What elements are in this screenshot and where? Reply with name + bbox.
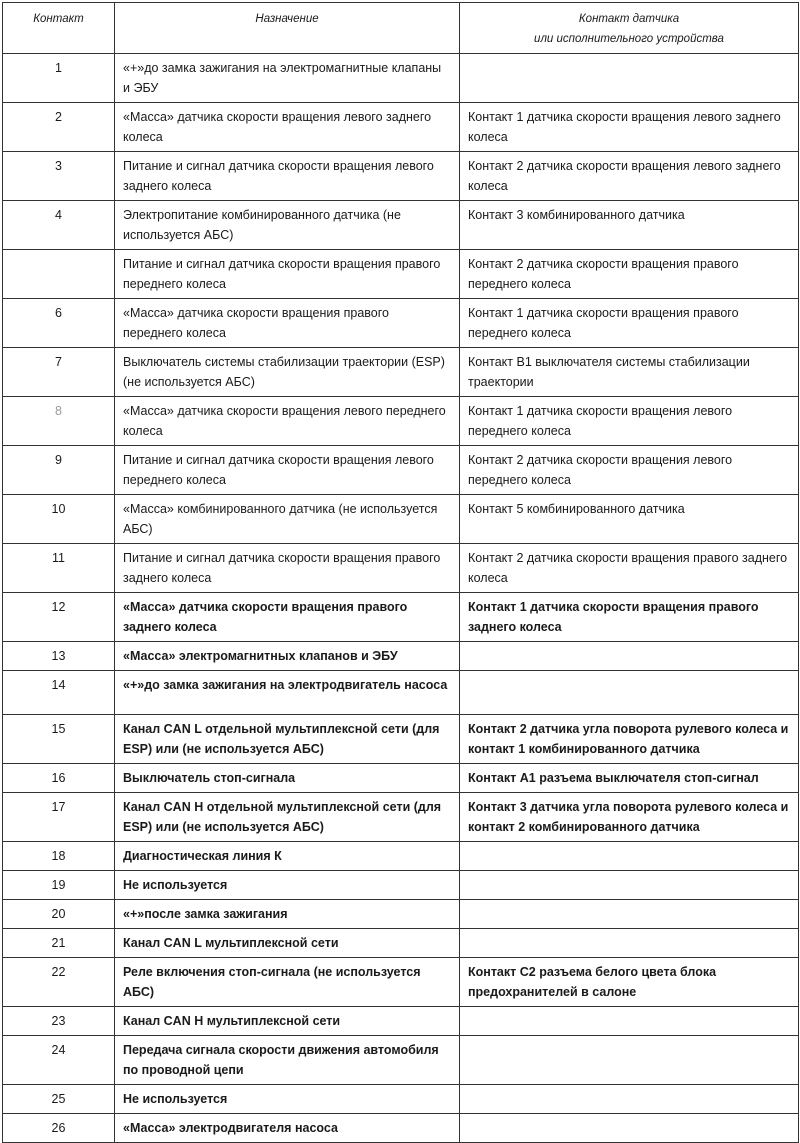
contact-number-cell: 21 <box>3 929 115 958</box>
purpose-cell: «+»после замка зажигания <box>115 900 460 929</box>
contact-number-cell: 22 <box>3 958 115 1007</box>
table-row <box>3 793 799 842</box>
table-row <box>3 958 799 1007</box>
device-contact-cell <box>460 54 799 103</box>
device-contact-cell: Контакт С2 разъема белого цвета блока предохранителей в салоне <box>460 958 799 1007</box>
device-contact-cell: Контакт 2 датчика скорости вращения левого заднего колеса <box>460 152 799 201</box>
purpose-cell: Выключатель системы стабилизации траектории (ESP) (не используется АБС) <box>115 348 460 397</box>
purpose-cell: Не используется <box>115 1085 460 1114</box>
purpose-cell: «Масса» датчика скорости вращения правого заднего колеса <box>115 593 460 642</box>
purpose-cell: «Масса» комбинированного датчика (не используется АБС) <box>115 495 460 544</box>
purpose-cell: Питание и сигнал датчика скорости вращения правого переднего колеса <box>115 250 460 299</box>
purpose-cell: Электропитание комбинированного датчика (не используется АБС) <box>115 201 460 250</box>
purpose-cell: Питание и сигнал датчика скорости вращения левого заднего колеса <box>115 152 460 201</box>
purpose-cell: «+»до замка зажигания на электродвигатель насоса <box>115 671 460 715</box>
table-row <box>3 593 799 642</box>
table-row <box>3 1114 799 1143</box>
table-row <box>3 764 799 793</box>
purpose-cell: Канал CAN H мультиплексной сети <box>115 1007 460 1036</box>
device-contact-cell: Контакт 2 датчика скорости вращения правого заднего колеса <box>460 544 799 593</box>
table-row <box>3 152 799 201</box>
device-contact-cell: Контакт 1 датчика скорости вращения правого заднего колеса <box>460 593 799 642</box>
contact-number-cell: 6 <box>3 299 115 348</box>
device-contact-cell: Контакт 2 датчика угла поворота рулевого колеса и контакт 1 комбинированного датчика <box>460 715 799 764</box>
contact-number-cell: 15 <box>3 715 115 764</box>
contact-number-cell: 9 <box>3 446 115 495</box>
contact-number-cell: 19 <box>3 871 115 900</box>
device-contact-cell: Контакт 2 датчика скорости вращения левого переднего колеса <box>460 446 799 495</box>
contact-number-cell <box>3 250 115 299</box>
table-row <box>3 201 799 250</box>
table-row <box>3 929 799 958</box>
purpose-cell: Канал CAN L мультиплексной сети <box>115 929 460 958</box>
purpose-cell: «+»до замка зажигания на электромагнитные клапаны и ЭБУ <box>115 54 460 103</box>
table-row <box>3 299 799 348</box>
table-row <box>3 871 799 900</box>
purpose-cell: Выключатель стоп-сигнала <box>115 764 460 793</box>
purpose-cell: Канал CAN H отдельной мультиплексной сети (для ESP) или (не используется АБС) <box>115 793 460 842</box>
contact-number-cell: 1 <box>3 54 115 103</box>
device-contact-cell <box>460 642 799 671</box>
table-row <box>3 446 799 495</box>
device-contact-cell <box>460 929 799 958</box>
header-contact: Контакт <box>3 3 115 54</box>
device-contact-cell <box>460 871 799 900</box>
table-header-row <box>3 3 799 54</box>
contact-number-cell: 20 <box>3 900 115 929</box>
device-contact-cell: Контакт 1 датчика скорости вращения левого переднего колеса <box>460 397 799 446</box>
header-device-line1: Контакт датчика <box>578 13 680 25</box>
device-contact-cell <box>460 671 799 715</box>
table-row <box>3 900 799 929</box>
device-contact-cell <box>460 1007 799 1036</box>
contact-number-cell: 18 <box>3 842 115 871</box>
table-row <box>3 715 799 764</box>
table-row <box>3 544 799 593</box>
contact-number-cell: 16 <box>3 764 115 793</box>
purpose-cell: Канал CAN L отдельной мультиплексной сети (для ESP) или (не используется АБС) <box>115 715 460 764</box>
header-device <box>460 3 799 54</box>
table-row <box>3 671 799 715</box>
device-contact-cell: Контакт 1 датчика скорости вращения правого переднего колеса <box>460 299 799 348</box>
device-contact-cell: Контакт 1 датчика скорости вращения левого заднего колеса <box>460 103 799 152</box>
purpose-cell: «Масса» электромагнитных клапанов и ЭБУ <box>115 642 460 671</box>
table-row <box>3 250 799 299</box>
device-contact-cell <box>460 1114 799 1143</box>
pin-assignment-table <box>2 2 799 1143</box>
table-row <box>3 1085 799 1114</box>
contact-number-cell: 14 <box>3 671 115 715</box>
purpose-cell: Питание и сигнал датчика скорости вращения правого заднего колеса <box>115 544 460 593</box>
contact-number-cell: 8 <box>3 397 115 446</box>
contact-number-cell: 17 <box>3 793 115 842</box>
purpose-cell: Реле включения стоп-сигнала (не используется АБС) <box>115 958 460 1007</box>
contact-number-cell: 23 <box>3 1007 115 1036</box>
contact-number-cell: 3 <box>3 152 115 201</box>
device-contact-cell: Контакт 2 датчика скорости вращения правого переднего колеса <box>460 250 799 299</box>
device-contact-cell: Контакт А1 разъема выключателя стоп-сигнал <box>460 764 799 793</box>
contact-number-cell: 24 <box>3 1036 115 1085</box>
table-row <box>3 495 799 544</box>
device-contact-cell <box>460 1085 799 1114</box>
contact-number-cell: 11 <box>3 544 115 593</box>
contact-number-cell: 2 <box>3 103 115 152</box>
table-row <box>3 1036 799 1085</box>
header-device-line2: или исполнительного устройства <box>534 33 724 45</box>
contact-number-cell: 26 <box>3 1114 115 1143</box>
purpose-cell: Передача сигнала скорости движения автомобиля по проводной цепи <box>115 1036 460 1085</box>
contact-number-cell: 7 <box>3 348 115 397</box>
device-contact-cell: Контакт В1 выключателя системы стабилизации траектории <box>460 348 799 397</box>
contact-number-cell: 4 <box>3 201 115 250</box>
table-row <box>3 642 799 671</box>
contact-number-cell: 25 <box>3 1085 115 1114</box>
device-contact-cell <box>460 900 799 929</box>
table-row <box>3 842 799 871</box>
device-contact-cell: Контакт 3 датчика угла поворота рулевого колеса и контакт 2 комбинированного датчика <box>460 793 799 842</box>
device-contact-cell <box>460 1036 799 1085</box>
purpose-cell: «Масса» электродвигателя насоса <box>115 1114 460 1143</box>
purpose-cell: Питание и сигнал датчика скорости вращения левого переднего колеса <box>115 446 460 495</box>
purpose-cell: «Масса» датчика скорости вращения правого переднего колеса <box>115 299 460 348</box>
purpose-cell: Не используется <box>115 871 460 900</box>
device-contact-cell: Контакт 5 комбинированного датчика <box>460 495 799 544</box>
table-row <box>3 54 799 103</box>
table-row <box>3 1007 799 1036</box>
contact-number-cell: 12 <box>3 593 115 642</box>
device-contact-cell <box>460 842 799 871</box>
header-purpose: Назначение <box>115 3 460 54</box>
purpose-cell: «Масса» датчика скорости вращения левого переднего колеса <box>115 397 460 446</box>
purpose-cell: Диагностическая линия К <box>115 842 460 871</box>
table-row <box>3 103 799 152</box>
contact-number-cell: 10 <box>3 495 115 544</box>
contact-number-cell: 13 <box>3 642 115 671</box>
purpose-cell: «Масса» датчика скорости вращения левого заднего колеса <box>115 103 460 152</box>
device-contact-cell: Контакт 3 комбинированного датчика <box>460 201 799 250</box>
table-row <box>3 348 799 397</box>
table-row <box>3 397 799 446</box>
